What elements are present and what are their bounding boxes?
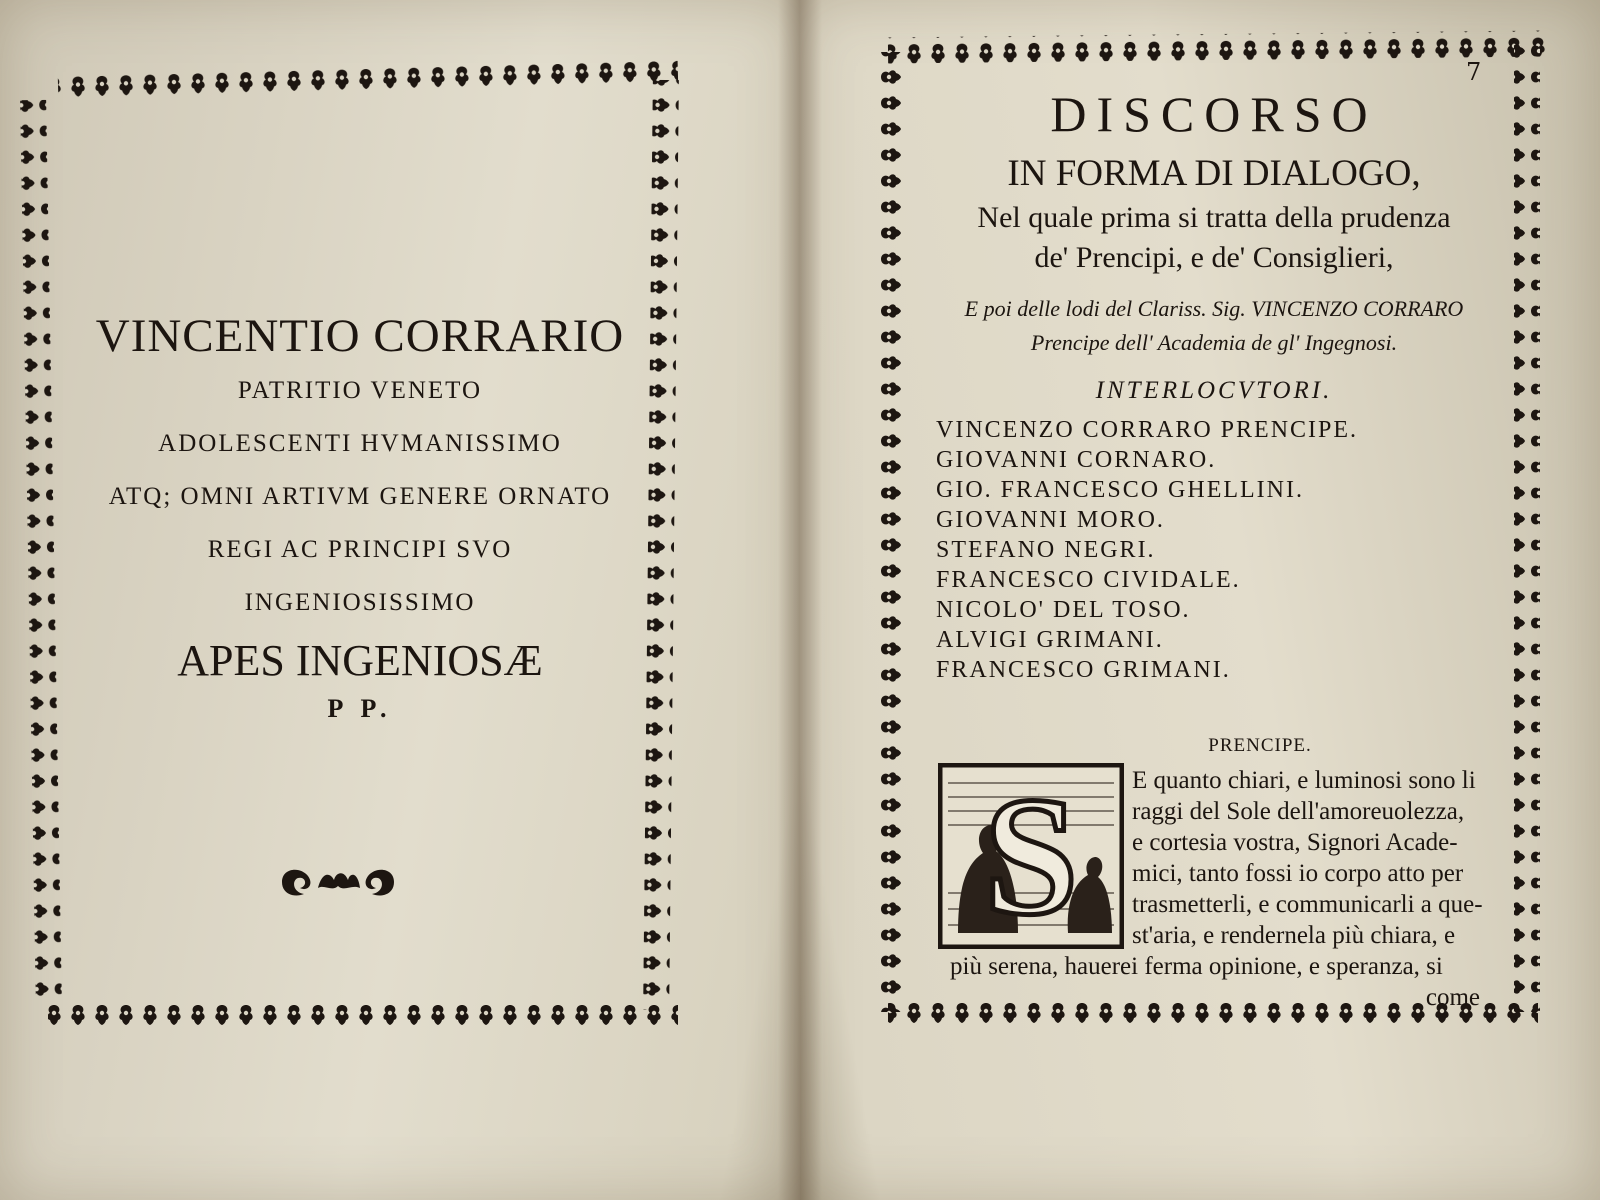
dedication-line: PATRITIO VENETO xyxy=(237,377,483,404)
list-item: ALVIGI GRIMANI. xyxy=(936,627,1164,653)
dedication-line: ATQ; OMNI ARTIVM GENERE ORNATO xyxy=(108,483,612,510)
description-line: de' Prencipi, e de' Consiglieri, xyxy=(1034,241,1394,274)
interlocutor-list xyxy=(936,415,1516,685)
text-line: e cortesia vostra, Signori Acade- xyxy=(1132,829,1458,856)
list-item: GIOVANNI CORNARO. xyxy=(936,447,1217,473)
subtitle: IN FORMA DI DIALOGO, xyxy=(1007,153,1421,194)
dialogue-text xyxy=(930,765,1530,1013)
text-line: st'aria, e rendernela più chiara, e xyxy=(1132,922,1456,949)
list-item: STEFANO NEGRI. xyxy=(936,537,1156,563)
catchword: come xyxy=(1425,984,1480,1011)
list-item: GIO. FRANCESCO GHELLINI. xyxy=(936,477,1304,503)
title-block xyxy=(924,84,1504,418)
text-line: raggi del Sole dell'amoreuolezza, xyxy=(1132,798,1465,825)
list-item: GIOVANNI MORO. xyxy=(936,507,1165,533)
drop-cap-letter: S xyxy=(983,763,1079,949)
text-line: trasmetterli, e communicarli a que- xyxy=(1132,891,1483,918)
text-line: mici, tanto fossi io corpo atto per xyxy=(1132,860,1464,887)
list-item: VINCENZO CORRARO PRENCIPE. xyxy=(936,417,1359,443)
dedication-name: VINCENTIO CORRARIO xyxy=(95,310,625,362)
speech-speaker: PRENCIPE. xyxy=(1208,735,1312,756)
page-title: DISCORSO xyxy=(1050,86,1378,142)
text-line: E quanto chiari, e luminosi sono li xyxy=(1132,767,1476,794)
dedication-block xyxy=(60,300,660,729)
list-item: FRANCESCO CIVIDALE. xyxy=(936,567,1241,593)
italic-line: Prencipe dell' Academia de gl' Ingegnosi. xyxy=(1030,330,1398,355)
interlocutori-heading: INTERLOCVTORI. xyxy=(1095,377,1333,404)
signature: P P. xyxy=(327,694,393,723)
book-gutter xyxy=(778,0,822,1200)
motto: APES INGENIOSÆ xyxy=(177,636,543,685)
dedication-line: REGI AC PRINCIPI SVO xyxy=(207,536,513,563)
text-line: più serena, hauerei ferma opinione, e speranza, si xyxy=(950,953,1443,980)
page-number: 7 xyxy=(1466,58,1482,86)
list-item: FRANCESCO GRIMANI. xyxy=(936,657,1231,683)
description-line: Nel quale prima si tratta della prudenza xyxy=(977,201,1451,234)
dedication-line: ADOLESCENTI HVMANISSIMO xyxy=(158,430,562,457)
tailpiece-ornament-icon xyxy=(278,858,398,902)
dedication-line: INGENIOSISSIMO xyxy=(244,589,476,616)
list-item: NICOLO' DEL TOSO. xyxy=(936,597,1191,623)
italic-line: E poi delle lodi del Clariss. Sig. VINCENZO CORRARO xyxy=(964,296,1464,321)
